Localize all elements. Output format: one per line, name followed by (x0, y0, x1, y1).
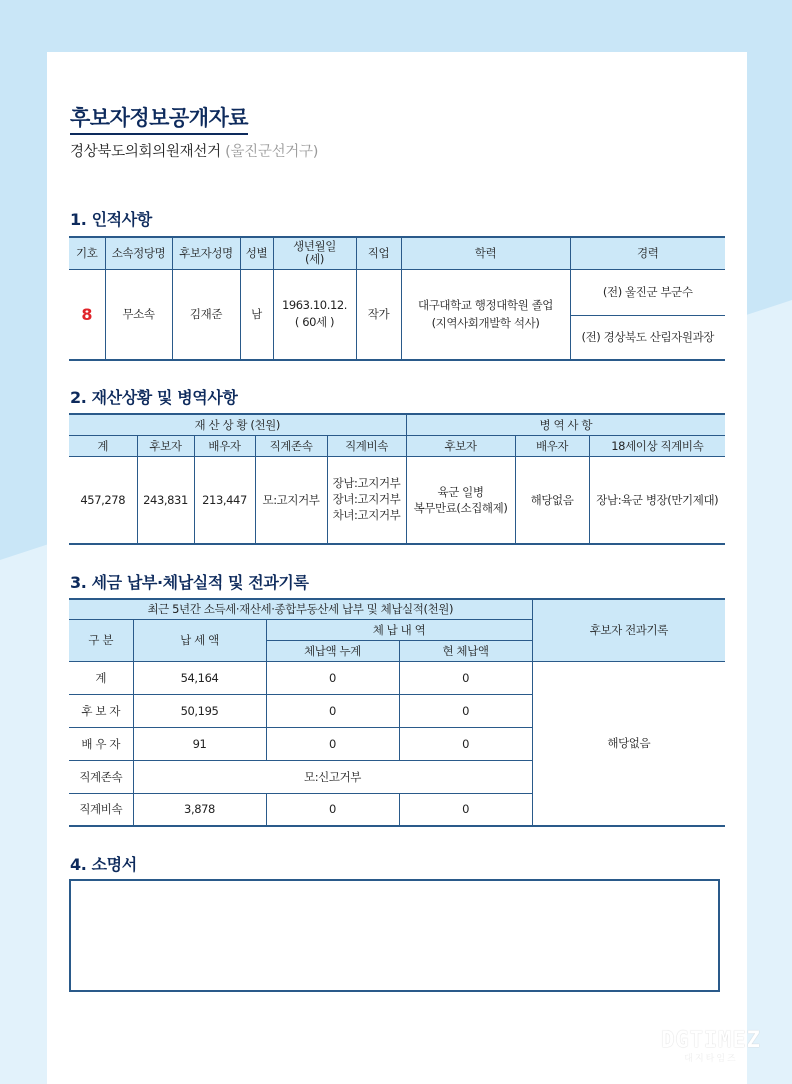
watermark-main: DGTIMEZ (661, 1028, 761, 1053)
row-label: 후 보 자 (69, 694, 133, 727)
row-arrears-total: 0 (266, 694, 399, 727)
property-military-table (69, 413, 725, 545)
header-military-spouse: 배우자 (515, 435, 589, 456)
header-career: 경력 (570, 237, 725, 269)
property-ascendant: 모:고지거부 (255, 456, 327, 544)
row-paid: 3,878 (133, 793, 266, 826)
watermark-logo (646, 1028, 776, 1064)
military-candidate-line1: 육군 일병 (437, 484, 484, 499)
header-education: 학력 (401, 237, 570, 269)
descendant-2: 장녀:고지거부 (332, 491, 401, 506)
election-name: 경상북도의회의원재선거 (70, 144, 221, 160)
row-arrears-current: 0 (399, 727, 532, 760)
education-line2: (지역사회개발학 석사) (431, 316, 540, 331)
row-label: 직계존속 (69, 760, 133, 793)
property-spouse: 213,447 (194, 456, 255, 544)
criminal-record: 해당없음 (532, 661, 725, 826)
header-property-descendant: 직계비속 (327, 435, 406, 456)
header-military-descendant: 18세이상 직계비속 (589, 435, 725, 456)
property-descendants (327, 456, 406, 544)
header-arrears-total: 체납액 누계 (266, 640, 399, 661)
row-arrears-current: 0 (399, 661, 532, 694)
military-spouse: 해당없음 (515, 456, 589, 544)
candidate-number: 8 (69, 269, 105, 360)
header-job: 직업 (356, 237, 401, 269)
military-candidate (406, 456, 515, 544)
table-row (69, 661, 725, 694)
property-group-header: 재 산 상 황 (천원) (69, 414, 406, 435)
row-paid: 91 (133, 727, 266, 760)
header-property-total: 계 (69, 435, 137, 456)
row-arrears-current: 0 (399, 694, 532, 727)
header-party: 소속정당명 (105, 237, 172, 269)
military-candidate-line2: 복무만료(소집해제) (413, 500, 508, 515)
statement-box (69, 879, 720, 992)
row-label: 계 (69, 661, 133, 694)
section-heading-personal: 1. 인적사항 (70, 210, 152, 229)
header-number: 기호 (69, 237, 105, 269)
row-arrears-total: 0 (266, 727, 399, 760)
property-candidate: 243,831 (137, 456, 194, 544)
birth-date: 1963.10.12. (281, 298, 348, 313)
row-label: 직계비속 (69, 793, 133, 826)
personal-info-table (69, 236, 725, 361)
age-value: ( 60세 ) (294, 315, 335, 330)
job-value: 작가 (356, 269, 401, 360)
watermark-sub: 대지타임즈 (684, 1054, 738, 1064)
property-total: 457,278 (69, 456, 137, 544)
row-label: 배 우 자 (69, 727, 133, 760)
education-line1: 대구대학교 행정대학원 졸업 (417, 298, 554, 313)
page-subtitle (70, 140, 318, 161)
header-name: 후보자성명 (172, 237, 240, 269)
row-arrears-total: 0 (266, 661, 399, 694)
military-descendant: 장남:육군 병장(만기제대) (589, 456, 725, 544)
military-group-header: 병 역 사 항 (406, 414, 725, 435)
career-item-1: (전) 울진군 부군수 (570, 269, 725, 315)
gender-value: 남 (240, 269, 273, 360)
row-arrears-current: 0 (399, 793, 532, 826)
descendant-1: 장남:고지거부 (332, 476, 401, 491)
header-property-candidate: 후보자 (137, 435, 194, 456)
descendant-3: 차녀:고지거부 (332, 507, 401, 522)
section-heading-tax: 3. 세금 납부·체납실적 및 전과기록 (70, 573, 309, 592)
row-paid: 54,164 (133, 661, 266, 694)
header-category: 구 분 (69, 619, 133, 661)
party-value: 무소속 (105, 269, 172, 360)
header-birth: 생년월일 (세) (273, 237, 356, 269)
header-military-candidate: 후보자 (406, 435, 515, 456)
header-property-ascendant: 직계존속 (255, 435, 327, 456)
row-arrears-total: 0 (266, 793, 399, 826)
career-item-2: (전) 경상북도 산림자원과장 (570, 315, 725, 360)
header-arrears-group: 체 납 내 역 (266, 619, 532, 640)
header-criminal: 후보자 전과기록 (532, 599, 725, 661)
candidate-name: 김재준 (172, 269, 240, 360)
header-gender: 성별 (240, 237, 273, 269)
row-merged-value: 모:신고거부 (133, 760, 532, 793)
tax-criminal-table (69, 598, 725, 827)
header-property-spouse: 배우자 (194, 435, 255, 456)
page-title: 후보자정보공개자료 (70, 102, 248, 135)
header-paid: 납 세 액 (133, 619, 266, 661)
district-name: (울진군선거구) (225, 144, 319, 160)
birth-value (273, 269, 356, 360)
section-heading-statement: 4. 소명서 (70, 855, 137, 874)
row-paid: 50,195 (133, 694, 266, 727)
header-arrears-current: 현 체납액 (399, 640, 532, 661)
section-heading-property: 2. 재산상황 및 병역사항 (70, 388, 238, 407)
education-value (401, 269, 570, 360)
tax-group-header: 최근 5년간 소득세·재산세·종합부동산세 납부 및 체납실적(천원) (69, 599, 532, 619)
